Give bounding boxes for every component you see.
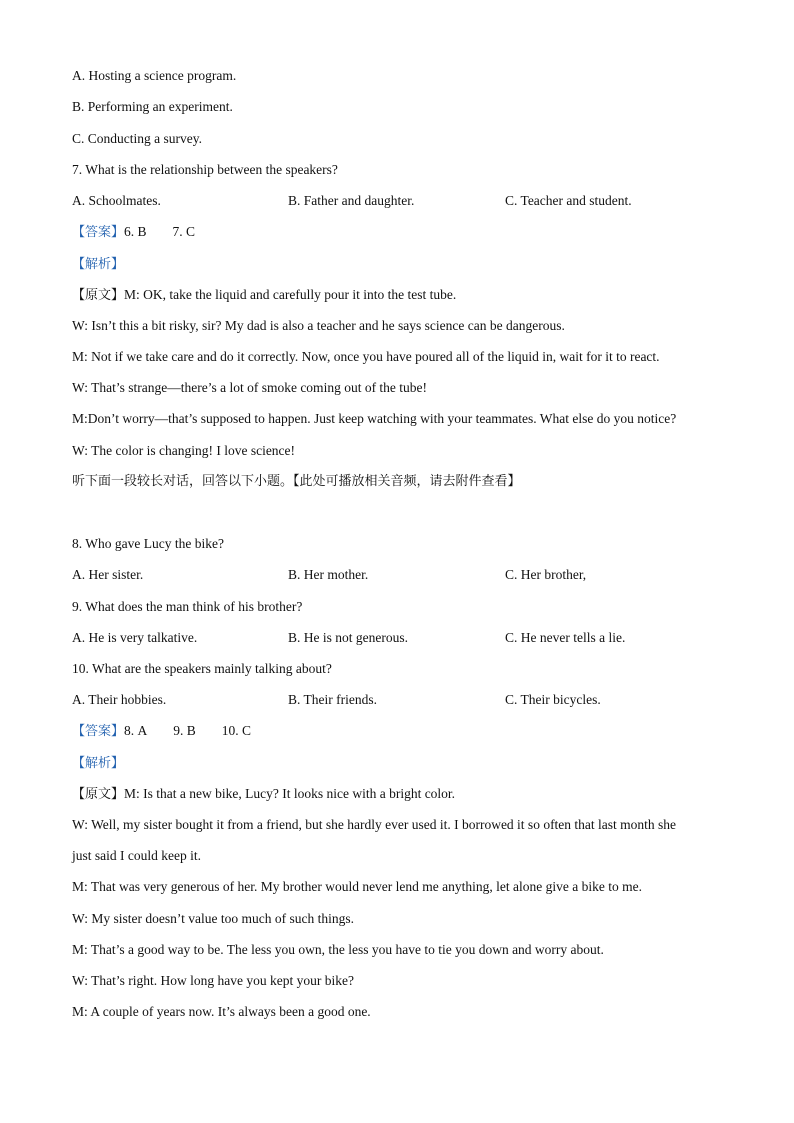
q9-question: 9. What does the man think of his brother? xyxy=(72,599,303,614)
transcript-1-line: W: Isn’t this a bit risky, sir? My dad is also a teacher and he says science can be dangerous. xyxy=(72,318,565,333)
answer-tag: 【答案】 xyxy=(72,724,125,739)
q7-option-c: C. Teacher and student. xyxy=(505,193,632,208)
analysis-heading-2: 【解析】 xyxy=(72,756,125,771)
transcript-2-line: M: That’s a good way to be. The less you own, the less you have to tie you down and worry about. xyxy=(72,942,604,957)
answer-8: 8. A xyxy=(124,723,148,738)
q6-option-c: C. Conducting a survey. xyxy=(72,131,202,146)
transcript-1-line: W: The color is changing! I love science! xyxy=(72,443,296,458)
q8-option-c: C. Her brother, xyxy=(505,567,587,582)
transcript-tag: 【原文】 xyxy=(72,288,125,303)
transcript-1-line: M:Don’t worry—that’s supposed to happen. Just keep watching with your teammates. What else do you notice? xyxy=(72,411,677,426)
transcript-2-line: W: That’s right. How long have you kept your bike? xyxy=(72,973,354,988)
transcript-2-line: W: My sister doesn’t value too much of such things. xyxy=(72,911,354,926)
transcript-2-line: just said I could keep it. xyxy=(72,848,201,863)
q9-option-c: C. He never tells a lie. xyxy=(505,630,626,645)
answer-line-1 xyxy=(72,223,195,242)
q7-option-b: B. Father and daughter. xyxy=(288,193,415,208)
q10-option-a: A. Their hobbies. xyxy=(72,692,167,707)
transcript-2-line: M: That was very generous of her. My brother would never lend me anything, let alone give a bike to me. xyxy=(72,879,642,894)
q6-option-a: A. Hosting a science program. xyxy=(72,68,237,83)
q8-option-a: A. Her sister. xyxy=(72,567,144,582)
q10-question: 10. What are the speakers mainly talking about? xyxy=(72,661,332,676)
q9-option-a: A. He is very talkative. xyxy=(72,630,198,645)
answer-9: 9. B xyxy=(173,723,196,738)
answer-tag: 【答案】 xyxy=(72,225,125,240)
q8-question: 8. Who gave Lucy the bike? xyxy=(72,536,224,551)
analysis-heading-1: 【解析】 xyxy=(72,257,125,272)
answer-10: 10. C xyxy=(221,723,252,738)
listening-instruction: 听下面一段较长对话，回答以下小题。【此处可播放相关音频，请去附件查看】 xyxy=(72,474,521,489)
transcript-1-line: M: Not if we take care and do it correctly. Now, once you have poured all of the liquid in, wait for it to react. xyxy=(72,349,660,364)
transcript-2-line: M: A couple of years now. It’s always been a good one. xyxy=(72,1004,371,1019)
q6-option-b: B. Performing an experiment. xyxy=(72,99,233,114)
transcript-2-first: 【原文】M: Is that a new bike, Lucy? It looks nice with a bright color. xyxy=(72,786,456,802)
transcript-1-line: W: That’s strange—there’s a lot of smoke coming out of the tube! xyxy=(72,380,428,395)
transcript-2-line: W: Well, my sister bought it from a friend, but she hardly ever used it. I borrowed it so often that last month she xyxy=(72,817,677,832)
q8-option-b: B. Her mother. xyxy=(288,567,369,582)
transcript-1-first: 【原文】M: OK, take the liquid and carefully pour it into the test tube. xyxy=(72,287,457,303)
q7-option-a: A. Schoolmates. xyxy=(72,193,161,208)
answer-7: 7. C xyxy=(172,224,196,239)
answer-line-2 xyxy=(72,722,251,741)
transcript-tag: 【原文】 xyxy=(72,787,125,802)
q10-option-b: B. Their friends. xyxy=(288,692,377,707)
q9-option-b: B. He is not generous. xyxy=(288,630,408,645)
q10-option-c: C. Their bicycles. xyxy=(505,692,601,707)
answer-6: 6. B xyxy=(124,224,147,239)
q7-question: 7. What is the relationship between the speakers? xyxy=(72,162,338,177)
